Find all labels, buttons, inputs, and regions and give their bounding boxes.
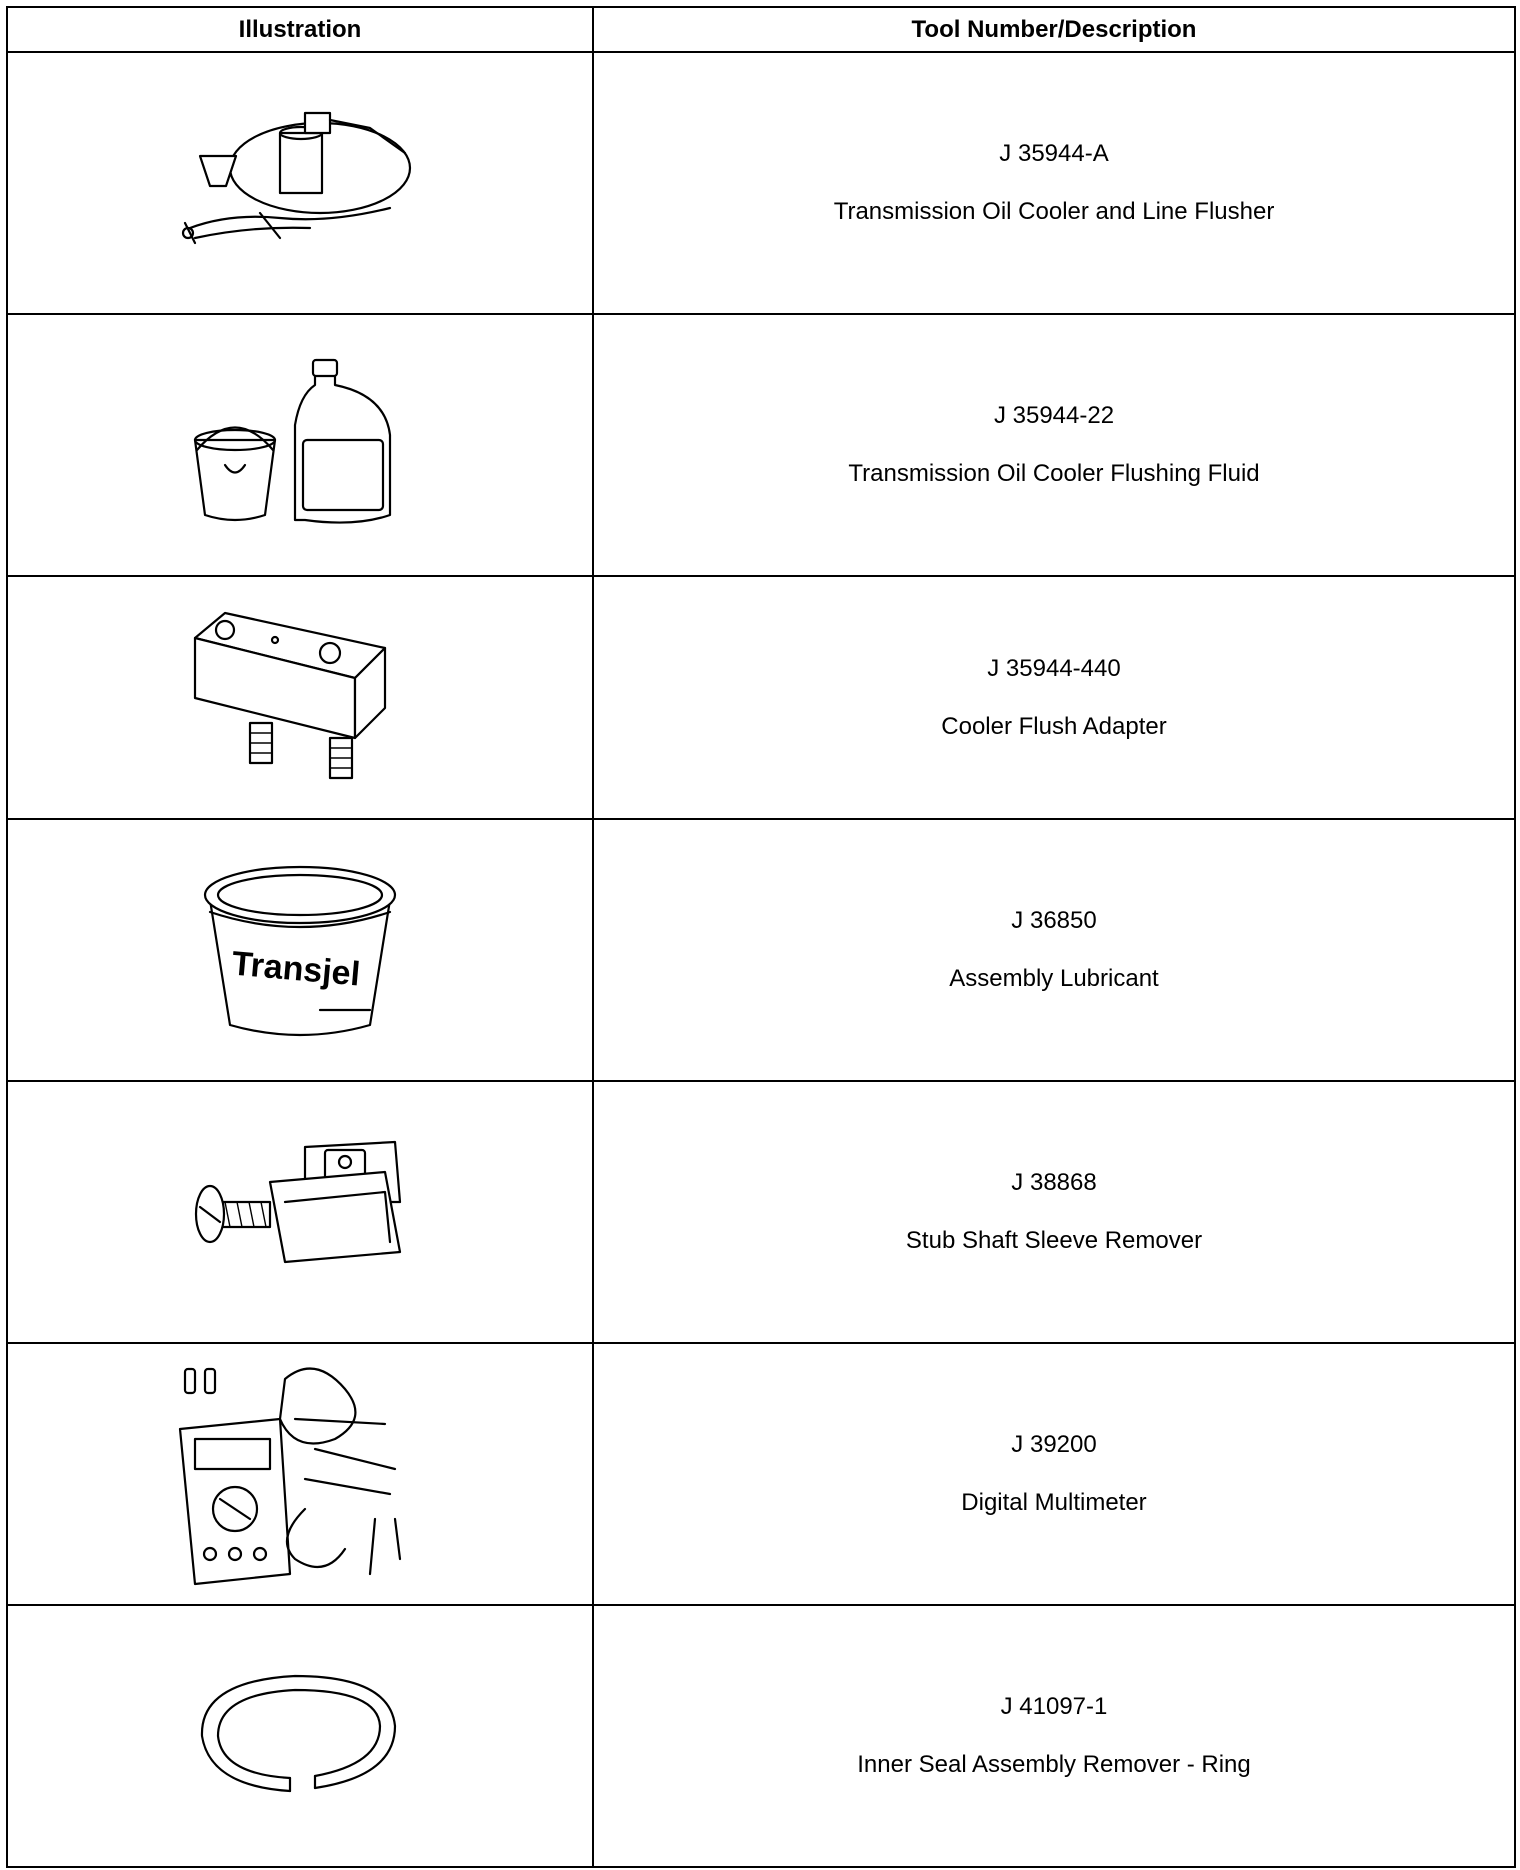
- tool-name: Stub Shaft Sleeve Remover: [905, 1227, 1203, 1254]
- illustration-cell: [7, 819, 593, 1081]
- illustration-cell: [7, 314, 593, 576]
- cooler-flusher-icon: [170, 108, 430, 258]
- special-tools-table: [6, 6, 1516, 1868]
- tool-number: J 35944-A: [999, 140, 1109, 167]
- illustration-cell: [7, 1605, 593, 1867]
- tool-description-cell: [593, 1081, 1515, 1343]
- tool-table-page: [6, 6, 1514, 1868]
- flushing-fluid-icon: [185, 355, 415, 535]
- tool-name: Transmission Oil Cooler Flushing Fluid: [848, 460, 1260, 487]
- table-row: [7, 314, 1515, 576]
- illustration-cell: [7, 52, 593, 314]
- table-row: [7, 1081, 1515, 1343]
- table-row: [7, 52, 1515, 314]
- tool-description-cell: [593, 52, 1515, 314]
- snap-ring-icon: [190, 1666, 410, 1806]
- table-header-row: [7, 7, 1515, 52]
- tool-name: Digital Multimeter: [961, 1489, 1147, 1516]
- flush-adapter-icon: [185, 608, 415, 788]
- tool-description-cell: [593, 314, 1515, 576]
- table-row: [7, 1343, 1515, 1605]
- illustration-cell: [7, 1081, 593, 1343]
- tool-number: J 35944-440: [987, 654, 1121, 682]
- illustration-column-header: Illustration: [7, 7, 593, 52]
- tool-description-cell: [593, 1605, 1515, 1867]
- description-column-header: Tool Number/Description: [593, 7, 1515, 52]
- sleeve-remover-icon: [185, 1132, 415, 1292]
- tool-number: J 41097-1: [1000, 1693, 1108, 1720]
- table-row: [7, 1605, 1515, 1867]
- tool-description-cell: [593, 1343, 1515, 1605]
- tool-number: J 38868: [1011, 1169, 1097, 1196]
- tool-name: Inner Seal Assembly Remover - Ring: [857, 1751, 1251, 1778]
- table-row: [7, 819, 1515, 1081]
- illustration-cell: [7, 576, 593, 819]
- table-row: [7, 576, 1515, 819]
- tool-number: J 35944-22: [993, 402, 1115, 429]
- tool-description-cell: [593, 819, 1515, 1081]
- tool-name: Transmission Oil Cooler and Line Flusher: [833, 198, 1275, 225]
- lubricant-tub-icon: [190, 850, 410, 1050]
- tool-number: J 39200: [1011, 1431, 1097, 1458]
- tool-name: Cooler Flush Adapter: [941, 712, 1167, 740]
- tool-name: Assembly Lubricant: [949, 965, 1159, 992]
- illustration-cell: [7, 1343, 593, 1605]
- product-label: Transjel: [230, 944, 362, 994]
- multimeter-icon: [175, 1359, 425, 1589]
- tool-number: J 36850: [1011, 907, 1097, 934]
- tool-description-cell: [593, 576, 1515, 819]
